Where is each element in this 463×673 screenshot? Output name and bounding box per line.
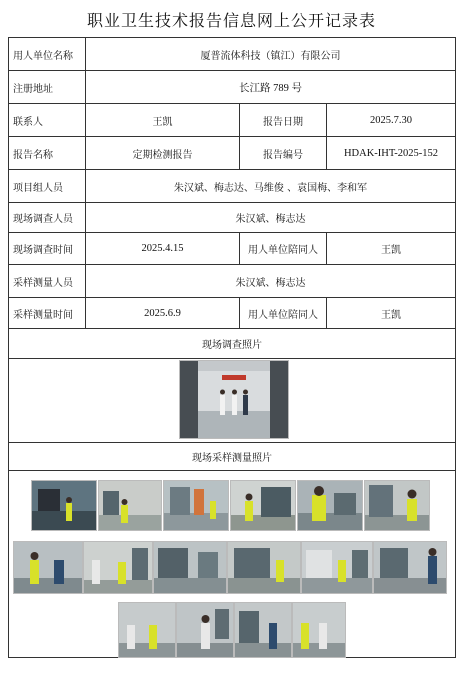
escort2-label: 用人单位陪同人 — [240, 298, 327, 329]
sampling-photo-7 — [13, 541, 83, 594]
employer-label: 用人单位名称 — [9, 38, 86, 71]
sampling-photo-3 — [163, 480, 229, 531]
sampling-photo-heading: 现场采样测量照片 — [9, 443, 456, 471]
row-team — [9, 170, 456, 203]
sampling-photo-5 — [297, 480, 363, 531]
sampling-time-label: 采样测量时间 — [9, 298, 86, 329]
team-label: 项目组人员 — [9, 170, 86, 203]
row-sampling-photo-heading — [9, 443, 456, 471]
sampling-photo-4 — [230, 480, 296, 531]
address-label: 注册地址 — [9, 71, 86, 104]
report-no-label: 报告编号 — [240, 137, 327, 170]
wall-logo — [222, 375, 246, 380]
row-employer — [9, 38, 456, 71]
sampling-photo-12 — [373, 541, 447, 594]
report-name-label: 报告名称 — [9, 137, 86, 170]
escort1-label: 用人单位陪同人 — [240, 233, 327, 265]
row-address — [9, 71, 456, 104]
report-name-value: 定期检测报告 — [86, 137, 240, 170]
row-report — [9, 137, 456, 170]
report-no-value: HDAK-IHT-2025-152 — [327, 137, 456, 170]
row-survey-photo-heading — [9, 329, 456, 359]
contact-label: 联系人 — [9, 104, 86, 137]
row-sampling-time — [9, 298, 456, 329]
row-contact — [9, 104, 456, 137]
row-survey-time — [9, 233, 456, 265]
survey-time-label: 现场调查时间 — [9, 233, 86, 265]
team-value: 朱汉斌、梅志达、马维俊 、袁国梅、李和军 — [86, 170, 456, 203]
sampling-photo-10 — [227, 541, 301, 594]
sampling-time-value: 2025.6.9 — [86, 298, 240, 329]
sampling-photo-14 — [176, 602, 234, 658]
escort2-value: 王凯 — [327, 298, 456, 329]
sampling-photo-15 — [234, 602, 292, 658]
sampling-photo-6 — [364, 480, 430, 531]
survey-staff-value: 朱汉斌、梅志达 — [86, 203, 456, 233]
sampling-staff-label: 采样测量人员 — [9, 265, 86, 298]
page-title: 职业卫生技术报告信息网上公开记录表 — [86, 11, 376, 30]
sampling-photo-16 — [292, 602, 346, 658]
survey-staff-label: 现场调查人员 — [9, 203, 86, 233]
report-date-label: 报告日期 — [240, 104, 327, 137]
survey-photo — [179, 360, 289, 439]
survey-time-value: 2025.4.15 — [86, 233, 240, 265]
escort1-value: 王凯 — [327, 233, 456, 265]
sampling-photo-1 — [31, 480, 97, 531]
sampling-staff-value: 朱汉斌、梅志达 — [86, 265, 456, 298]
sampling-photo-2 — [98, 480, 162, 531]
sampling-photo-13 — [118, 602, 176, 658]
report-date-value: 2025.7.30 — [327, 104, 456, 137]
sampling-photo-8 — [83, 541, 153, 594]
row-survey-staff — [9, 203, 456, 233]
survey-photo-heading: 现场调查照片 — [9, 329, 456, 359]
row-sampling-staff — [9, 265, 456, 298]
sampling-photo-9 — [153, 541, 227, 594]
contact-value: 王凯 — [86, 104, 240, 137]
address-value: 长江路 789 号 — [86, 71, 456, 104]
sampling-photo-11 — [301, 541, 373, 594]
employer-value: 厦普流体科技（镇江）有限公司 — [86, 38, 456, 71]
